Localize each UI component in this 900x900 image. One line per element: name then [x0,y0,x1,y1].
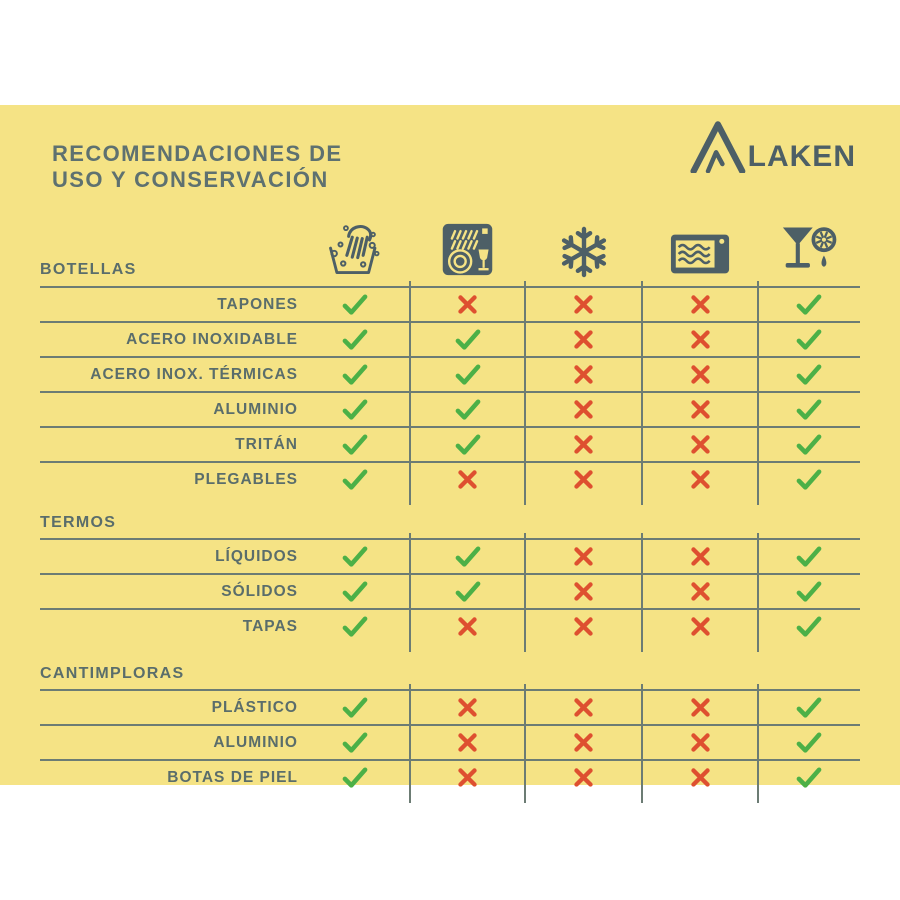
row-label-cell [40,575,300,608]
mark-cell-cross [410,610,525,643]
mark-cell-check [410,323,525,356]
check-icon [342,767,368,789]
mark-cell-cross [525,691,642,724]
column-divider [409,684,411,803]
mark-cell-check [758,463,860,496]
row-label-cell [40,540,300,573]
mark-cell-cross [410,288,525,321]
check-icon [796,732,822,754]
mark-cell-check [300,575,410,608]
row-label: ALUMINIO [213,733,298,751]
mark-cell-check [758,358,860,391]
cross-icon [573,469,594,490]
table-row [40,428,860,463]
row-label: BOTAS DE PIEL [167,768,298,786]
cross-icon [457,469,478,490]
cross-icon [573,294,594,315]
check-icon [796,616,822,638]
mark-cell-cross [525,428,642,461]
cross-icon [573,329,594,350]
column-divider [757,533,759,652]
row-label: PLEGABLES [194,470,298,488]
row-label: ACERO INOX. TÉRMICAS [90,365,298,383]
cross-icon [690,732,711,753]
cross-icon [690,399,711,420]
mark-cell-cross [642,610,758,643]
mark-cell-cross [525,540,642,573]
check-icon [342,732,368,754]
table-row [40,323,860,358]
check-icon [796,294,822,316]
check-icon [455,329,481,351]
mark-cell-check [410,540,525,573]
column-divider [524,684,526,803]
row-label: TAPONES [217,295,298,313]
check-icon [342,434,368,456]
cross-icon [573,546,594,567]
brand-name: LAKEN [747,140,856,173]
mark-cell-check [758,540,860,573]
row-label-cell [40,726,300,759]
check-icon [342,469,368,491]
mark-cell-check [300,393,410,426]
mark-cell-check [758,323,860,356]
section-label: BOTELLAS [40,261,137,278]
cross-icon [573,364,594,385]
check-icon [342,399,368,421]
mark-cell-check [410,428,525,461]
check-icon [455,581,481,603]
check-icon [796,546,822,568]
legend-icon-cell [410,220,525,286]
table-row [40,610,860,643]
mark-cell-check [758,610,860,643]
microwave-icon [669,230,731,283]
table-row [40,358,860,393]
beverages-icon [781,220,837,283]
check-icon [455,546,481,568]
mark-cell-check [410,358,525,391]
section-label: CANTIMPLORAS [40,665,185,682]
column-divider [524,533,526,652]
laken-logo [688,119,856,173]
mark-cell-check [300,691,410,724]
mark-cell-cross [642,428,758,461]
cross-icon [690,546,711,567]
column-divider [641,684,643,803]
infographic-panel [0,105,900,785]
row-label-cell [40,463,300,496]
check-icon [342,364,368,386]
legend-icon-cell [525,220,642,286]
mark-cell-cross [642,540,758,573]
check-icon [796,581,822,603]
cross-icon [457,767,478,788]
section-label: TERMOS [40,514,117,531]
section-label-cell [40,663,300,689]
mark-cell-cross [525,323,642,356]
mark-cell-check [410,393,525,426]
cross-icon [573,767,594,788]
cross-icon [690,697,711,718]
mark-cell-cross [642,463,758,496]
check-icon [796,329,822,351]
table-row [40,691,860,726]
cross-icon [573,434,594,455]
row-label: TAPAS [242,617,298,635]
cross-icon [457,294,478,315]
column-divider [757,684,759,803]
check-icon [342,546,368,568]
mark-cell-check [300,358,410,391]
cross-icon [457,697,478,718]
check-icon [796,434,822,456]
cross-icon [690,469,711,490]
mark-cell-cross [525,575,642,608]
hand-wash-icon [326,220,384,283]
row-label: PLÁSTICO [211,698,298,716]
check-icon [796,767,822,789]
check-icon [796,364,822,386]
mark-cell-check [758,575,860,608]
page-title [52,141,342,193]
row-label: SÓLIDOS [221,582,298,600]
check-icon [796,399,822,421]
page-title-line1: RECOMENDACIONES DE [52,141,343,166]
mark-cell-check [758,761,860,794]
table-row [40,463,860,496]
mark-cell-check [758,288,860,321]
cross-icon [573,581,594,602]
check-icon [796,469,822,491]
cross-icon [457,616,478,637]
legend-icon-cell [300,220,410,286]
check-icon [342,616,368,638]
mark-cell-cross [642,761,758,794]
mark-cell-cross [410,726,525,759]
row-label: ACERO INOXIDABLE [126,330,298,348]
cross-icon [690,767,711,788]
check-icon [342,329,368,351]
row-label: LÍQUIDOS [215,547,298,565]
row-label-cell [40,610,300,643]
mark-cell-cross [525,463,642,496]
mark-cell-cross [410,761,525,794]
mark-cell-cross [642,358,758,391]
dishwasher-icon [440,221,495,283]
section-label-cell [40,512,300,538]
mark-cell-check [300,761,410,794]
mark-cell-cross [642,575,758,608]
column-divider [409,281,411,505]
check-icon [455,434,481,456]
cross-icon [690,616,711,637]
cross-icon [690,581,711,602]
row-label-cell [40,761,300,794]
mark-cell-cross [525,288,642,321]
section-rows [40,538,860,643]
row-label-cell [40,393,300,426]
mark-cell-check [300,463,410,496]
column-divider [757,281,759,505]
freezer-icon [558,226,610,283]
mark-cell-check [300,323,410,356]
section-header-row [40,220,860,286]
mark-cell-check [410,575,525,608]
mark-cell-check [300,428,410,461]
table-row [40,575,860,610]
mark-cell-cross [642,393,758,426]
mark-cell-check [758,428,860,461]
section-header-row [40,512,860,538]
section-rows [40,689,860,794]
legend-icon-cell [758,220,860,286]
cross-icon [690,329,711,350]
mark-cell-cross [642,288,758,321]
mark-cell-check [300,726,410,759]
mark-cell-cross [525,761,642,794]
mark-cell-cross [410,463,525,496]
mark-cell-check [300,288,410,321]
mark-cell-cross [642,691,758,724]
mark-cell-check [758,726,860,759]
check-icon [342,294,368,316]
row-label-cell [40,323,300,356]
cross-icon [690,364,711,385]
mark-cell-cross [525,726,642,759]
mark-cell-cross [525,358,642,391]
cross-icon [690,294,711,315]
section-rows [40,286,860,496]
row-label-cell [40,288,300,321]
cross-icon [573,697,594,718]
cross-icon [457,732,478,753]
mark-cell-check [300,610,410,643]
row-label-cell [40,358,300,391]
row-label-cell [40,428,300,461]
check-icon [455,399,481,421]
row-label: ALUMINIO [213,400,298,418]
column-divider [641,281,643,505]
row-label-cell [40,691,300,724]
table-row [40,726,860,761]
cross-icon [690,434,711,455]
mark-cell-cross [410,691,525,724]
legend-icon-cell [642,220,758,286]
row-label: TRITÁN [235,435,298,453]
mark-cell-cross [642,323,758,356]
cross-icon [573,399,594,420]
section-header-row [40,663,860,689]
section-label-cell [40,220,300,286]
table-row [40,761,860,794]
cross-icon [573,616,594,637]
table-row [40,393,860,428]
care-table [40,220,860,794]
mark-cell-cross [525,393,642,426]
mark-cell-cross [525,610,642,643]
table-row [40,540,860,575]
column-divider [524,281,526,505]
mark-cell-cross [642,726,758,759]
check-icon [455,364,481,386]
mark-cell-check [758,393,860,426]
check-icon [342,697,368,719]
column-divider [641,533,643,652]
mark-cell-check [300,540,410,573]
cross-icon [573,732,594,753]
page-title-line2: USO Y CONSERVACIÓN [52,167,329,192]
check-icon [342,581,368,603]
mountain-icon [688,119,746,173]
mark-cell-check [758,691,860,724]
check-icon [796,697,822,719]
table-row [40,288,860,323]
column-divider [409,533,411,652]
